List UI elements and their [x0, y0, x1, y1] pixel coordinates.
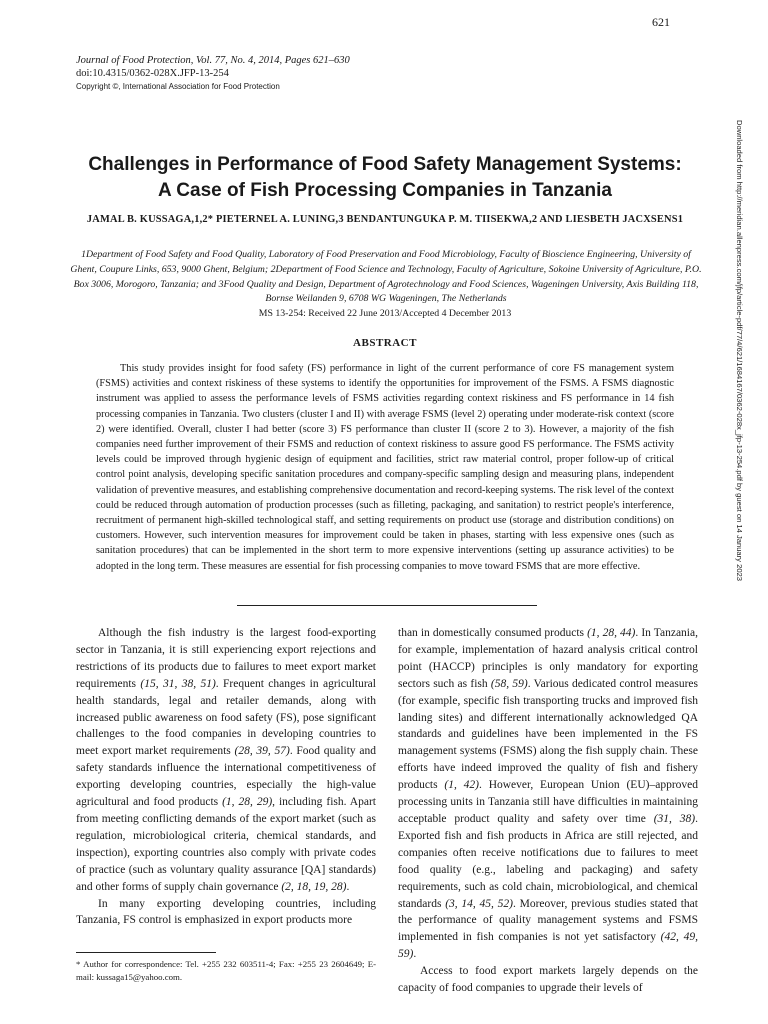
text-span: . — [346, 880, 350, 893]
intro-paragraph-2: In many exporting developing countries, including Tanzania, FS control is emphasized in export products more — [76, 897, 376, 927]
body-column-right — [398, 625, 699, 995]
text-span: . However, European Union (EU)–approved processing units in Tanzania still have difficulties in maintaining acceptable product quality and safety over time — [398, 779, 699, 825]
citation: (1, 28, 29) — [222, 796, 273, 809]
correspondence-footnote: * Author for correspondence: Tel. +255 232 603511-4; Fax: +255 23 2604649; E-mail: kussaga15@yahoo.com. — [76, 959, 376, 982]
text-span: . Moreover, previous studies stated that the performance of quality management systems and FSMS implemented in fish companies is not yet satisfactory — [398, 897, 698, 944]
abstract — [96, 361, 674, 574]
section-divider — [237, 605, 537, 606]
doi[interactable]: doi:10.4315/0362-028X.JFP-13-254 — [76, 68, 229, 79]
text-span: . — [413, 948, 417, 961]
footnote-rule — [76, 952, 216, 953]
page-number: 621 — [652, 15, 670, 29]
download-watermark — [723, 120, 759, 820]
journal-header — [76, 54, 350, 93]
body-column-left — [76, 625, 376, 950]
citation: (58, 59) — [490, 677, 528, 690]
manuscript-dates: MS 13-254: Received 22 June 2013/Accepted 4 December 2013 — [258, 308, 512, 319]
text-span: Although the fish industry is the largest food-exporting sector in Tanzania, it is still experiencing export rejections and restrictions of its products due to failures to meet export market requirements — [76, 627, 376, 690]
text-span: than in domestically consumed products — [398, 627, 588, 639]
citation: (15, 31, 38, 51) — [140, 677, 216, 690]
intro-paragraph-3: Access to food export markets largely depends on the capacity of food companies to upgrade their levels of — [398, 965, 698, 995]
abstract-heading: ABSTRACT — [353, 337, 417, 349]
text-span: . In Tanzania, for example, implementation of hazard analysis critical control point (HACCP) principles is only mandatory for exporting sectors such as fish — [398, 627, 698, 690]
title-line-1: Challenges in Performance of Food Safety Management Systems: — [88, 154, 682, 175]
intro-paragraph-1 — [76, 625, 376, 896]
download-watermark-text: Downloaded from http://meridian.allenpress.com/jfp/article-pdf/77/4/621/1684167/0362-028x_jfp-13-254.pdf by guest on 14 January 2023 — [735, 120, 744, 581]
affiliations: 1Department of Food Safety and Food Quality, Laboratory of Food Preservation and Food Microbiology, Faculty of Bioscience Engineering, University of Ghent, Coupure Links, 653, 9000 Ghent, Belgium; 2Department of Food Science and Technology, Faculty of Agriculture, Sokoine University of Agriculture, P.O. Box 3006, Morogoro, Tanzania; and 3Food Quality and Design, Department of Agrotechnology and Food Sciences, Wageningen University, Axis Building 118, Bornse Weilanden 9, 6708 WG Wageningen, The Netherlands — [70, 249, 702, 305]
citation: (28, 39, 57) — [234, 745, 290, 758]
citation: (1, 28, 44) — [587, 627, 636, 639]
intro-paragraph-2-continued — [398, 625, 698, 963]
author-list: JAMAL B. KUSSAGA,1,2* PIETERNEL A. LUNING,3 BENDANTUNGUKA P. M. TIISEKWA,2 AND LIESBETH JACXSENS1 — [86, 214, 684, 225]
citation: (3, 14, 45, 52) — [445, 897, 513, 910]
text-span: , including fish. Apart from meeting conflicting demands of the export market (such as regulation, microbiological criteria, chemical standards, and inspection), exporting countries also comply with private codes of practice (such as voluntary quality assurance [QA] standards) and other forms of supply chain governance — [76, 796, 376, 893]
citation: (31, 38) — [653, 812, 696, 825]
citation: (42, 49, 59) — [398, 931, 698, 961]
article-title — [40, 152, 730, 204]
journal-citation: Journal of Food Protection, Vol. 77, No. 4, 2014, Pages 621–630 — [76, 55, 350, 66]
text-span: . Exported fish and fish products in Africa are still rejected, and companies often receive notifications due to failures to meet food quality (e.g., labeling and packaging) and safety requirements, such as cold chain, microbiological, and chemical standards — [398, 812, 698, 910]
copyright-notice: Copyright ©, International Association for Food Protection — [76, 82, 280, 91]
text-span: . Various dedicated control measures (for example, specific fish transporting trucks and improved fish landing sites) and different internationally acknowledged QA standards and guidelines have been implemented in the FS management systems (FSMS) along the fish supply chain. These efforts have indeed improved the quality of fish and fishery products — [398, 677, 698, 792]
abstract-text: This study provides insight for food safety (FS) performance in light of the current performance of core FS management system (FSMS) activities and context riskiness of these systems to identify the opportunities for improvement of the FSMS. A FSMS diagnostic instrument was applied to assess the performance levels of FSMS activities regarding context riskiness and FS performance in 14 fish processing companies in Tanzania. Two clusters (cluster I and II) with average FSMS (level 2) operating under moderate-risk context (score 2) were identified. Overall, cluster I had better (score 3) FS performance than cluster II (score 2 to 3). However, a majority of the fish companies need further improvement of their FSMS and reduction of context riskiness to assure good FS performance. The FSMS activity levels could be improved through hygienic design of equipment and facilities, strict raw material control, proper follow-up of critical control point analysis, developing specific sanitation procedures and company-specific sampling design and measuring plans, independent validation of preventive measures, and establishing comprehensive documentation and record-keeping systems. The risk level of the context could be reduced through automation of production processes (such as filleting, packaging, and sanitation) to restrict people's interference, recruitment of permanent high-skilled technological staff, and setting requirements on product use (storage and distribution conditions) on customers. However, such intervention measures for improvement could be taken in phases, starting with less expensive ones (such as sanitation procedures) that can be implemented in the short term to more expensive interventions (setting up assurance activities) to be adopted in the long term. These measures are essential for fish processing companies to move toward FSMS that are more effective. — [96, 363, 674, 572]
citation: (2, 18, 19, 28) — [281, 880, 347, 893]
text-span: . Food quality and safety standards influence the international competitiveness of exporting developing countries, especially the high-value agricultural and food products — [76, 745, 376, 809]
text-span: . Frequent changes in agricultural health standards, legal and retailer demands, along with increased public awareness on food safety (FS), pose significant challenges to the food companies in developing countries to meet export market requirements — [76, 677, 376, 758]
citation: (1, 42) — [444, 779, 480, 792]
title-line-2: A Case of Fish Processing Companies in Tanzania — [158, 180, 612, 201]
